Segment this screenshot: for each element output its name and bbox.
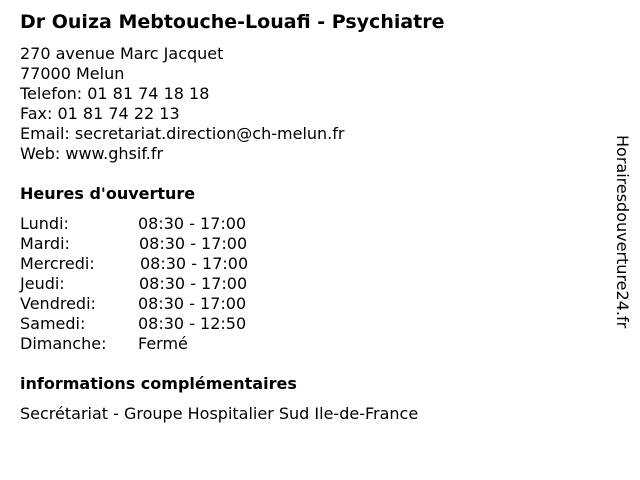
address-city: 77000 Melun: [20, 64, 125, 83]
hours-row-friday: [20, 294, 280, 314]
time-range: 08:30 - 17:00: [139, 234, 248, 253]
time-range: 08:30 - 17:00: [139, 274, 248, 293]
brand-text: Horairesdouverture24.fr: [613, 135, 632, 329]
hours-row-tuesday: [20, 234, 280, 254]
fax-line: Fax: 01 81 74 22 13: [20, 104, 180, 123]
web-line: Web: www.ghsif.fr: [20, 144, 164, 163]
additional-info-heading: informations complémentaires: [20, 374, 297, 393]
hours-row-saturday: [20, 314, 280, 334]
day-label: Mercredi:: [20, 254, 95, 273]
brand-watermark: [612, 135, 632, 345]
page-title: Dr Ouiza Mebtouche-Louafi - Psychiatre: [20, 11, 445, 33]
time-range: 08:30 - 17:00: [138, 214, 247, 233]
hours-row-wednesday: [20, 254, 280, 274]
time-range: 08:30 - 17:00: [138, 294, 247, 313]
address-street: 270 avenue Marc Jacquet: [20, 44, 224, 63]
hours-row-thursday: [20, 274, 280, 294]
time-range: 08:30 - 12:50: [138, 314, 247, 333]
day-label: Vendredi:: [20, 294, 96, 313]
time-range: Fermé: [138, 334, 188, 353]
email-line: Email: secretariat.direction@ch-melun.fr: [20, 124, 345, 143]
day-label: Samedi:: [20, 314, 86, 333]
time-range: 08:30 - 17:00: [140, 254, 249, 273]
hours-row-monday: [20, 214, 280, 234]
opening-hours-list: [20, 214, 280, 354]
hours-row-sunday: [20, 334, 280, 354]
day-label: Lundi:: [20, 214, 69, 233]
phone-line: Telefon: 01 81 74 18 18: [20, 84, 210, 103]
day-label: Mardi:: [20, 234, 70, 253]
opening-hours-heading: Heures d'ouverture: [20, 184, 196, 203]
contact-block: [20, 44, 344, 164]
additional-info-text: Secrétariat - Groupe Hospitalier Sud Ile-de-France: [20, 404, 419, 423]
day-label: Jeudi:: [20, 274, 65, 293]
day-label: Dimanche:: [20, 334, 107, 353]
